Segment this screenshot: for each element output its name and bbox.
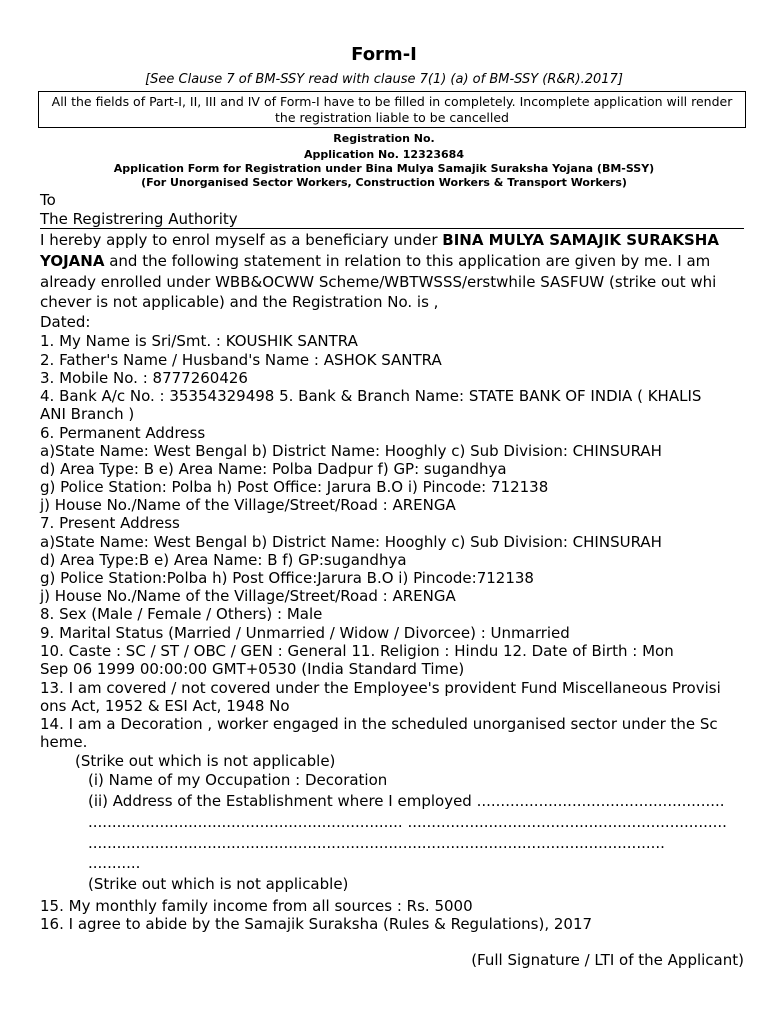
field-worker-line-1: 14. I am a Decoration , worker engaged in the scheduled unorganised sector under the Sc	[40, 715, 718, 733]
field-father-name: 2. Father's Name / Husband's Name : ASHOK SANTRA	[40, 351, 442, 369]
address-to: To	[40, 191, 56, 209]
divider	[40, 228, 744, 229]
declaration-line-3: already enrolled under WBB&OCWW Scheme/WBTWSSS/erstwhile SASFUW (strike out whi	[40, 273, 717, 291]
field-caste-line-1: 10. Caste : SC / ST / OBC / GEN : General 11. Religion : Hindu 12. Date of Birth : Mon	[40, 642, 674, 660]
declaration-line-2	[40, 252, 710, 270]
field-name: 1. My Name is Sri/Smt. : KOUSHIK SANTRA	[40, 332, 358, 350]
notice-line-1: All the fields of Part-I, II, III and IV of Form-I have to be filled in completely. Incomplete application will render	[51, 94, 733, 109]
field-establishment: (ii) Address of the Establishment where I employed ....................................................	[88, 792, 725, 810]
scheme-name: BINA MULYA SAMAJIK SURAKSHA	[442, 231, 719, 249]
dotted-line-3: ...........	[88, 854, 141, 872]
clause-reference: [See Clause 7 of BM-SSY read with clause 7(1) (a) of BM-SSY (R&R).2017]	[145, 72, 623, 87]
permanent-address-g: g) Police Station: Polba h) Post Office: Jarura B.O i) Pincode: 712138	[40, 478, 549, 496]
notice-box	[38, 91, 746, 128]
field-bank-line-2: ANI Branch )	[40, 405, 135, 423]
permanent-address-heading: 6. Permanent Address	[40, 424, 206, 442]
permanent-address-d: d) Area Type: B e) Area Name: Polba Dadpur f) GP: sugandhya	[40, 460, 507, 478]
scheme-name-cont: YOJANA	[40, 252, 105, 270]
present-address-d: d) Area Type:B e) Area Name: B f) GP:sugandhya	[40, 551, 407, 569]
field-income: 15. My monthly family income from all sources : Rs. 5000	[40, 897, 473, 915]
present-address-g: g) Police Station:Polba h) Post Office:Jarura B.O i) Pincode:712138	[40, 569, 534, 587]
declaration-text: and the following statement in relation to this application are given by me. I am	[104, 252, 711, 270]
field-occupation: (i) Name of my Occupation : Decoration	[88, 771, 388, 789]
signature-label: (Full Signature / LTI of the Applicant)	[471, 951, 744, 969]
field-caste-line-2: Sep 06 1999 00:00:00 GMT+0530 (India Standard Time)	[40, 660, 465, 678]
registering-authority: The Registrering Authority	[40, 210, 238, 228]
present-address-heading: 7. Present Address	[40, 514, 180, 532]
field-marital-status: 9. Marital Status (Married / Unmarried / Widow / Divorcee) : Unmarried	[40, 624, 570, 642]
field-sex: 8. Sex (Male / Female / Others) : Male	[40, 605, 323, 623]
application-no: Application No. 12323684	[304, 148, 464, 161]
dated-label: Dated:	[40, 313, 91, 331]
field-worker-line-2: heme.	[40, 733, 88, 751]
dotted-line-1: .................................................................. ...................................................................	[88, 813, 727, 831]
registration-no: Registration No.	[333, 132, 435, 145]
strike-note-2: (Strike out which is not applicable)	[88, 875, 349, 893]
strike-note-1: (Strike out which is not applicable)	[75, 752, 336, 770]
field-pf-line-1: 13. I am covered / not covered under the Employee's provident Fund Miscellaneous Provisi	[40, 679, 721, 697]
present-address-j: j) House No./Name of the Village/Street/Road : ARENGA	[40, 587, 456, 605]
dotted-line-2: .........................................................................................................................	[88, 834, 665, 852]
field-agreement: 16. I agree to abide by the Samajik Suraksha (Rules & Regulations), 2017	[40, 915, 593, 933]
permanent-address-a: a)State Name: West Bengal b) District Name: Hooghly c) Sub Division: CHINSURAH	[40, 442, 662, 460]
field-mobile: 3. Mobile No. : 8777260426	[40, 369, 248, 387]
declaration-line-4: chever is not applicable) and the Registration No. is ,	[40, 293, 439, 311]
permanent-address-j: j) House No./Name of the Village/Street/Road : ARENGA	[40, 496, 456, 514]
present-address-a: a)State Name: West Bengal b) District Name: Hooghly c) Sub Division: CHINSURAH	[40, 533, 662, 551]
application-subtitle: (For Unorganised Sector Workers, Construction Workers & Transport Workers)	[141, 176, 627, 189]
declaration-text: I hereby apply to enrol myself as a beneficiary under	[40, 231, 443, 249]
notice-line-2: the registration liable to be cancelled	[275, 110, 509, 125]
form-title: Form-I	[351, 44, 417, 65]
field-bank-line-1: 4. Bank A/c No. : 35354329498 5. Bank & Branch Name: STATE BANK OF INDIA ( KHALIS	[40, 387, 702, 405]
field-pf-line-2: ons Act, 1952 & ESI Act, 1948 No	[40, 697, 290, 715]
application-title: Application Form for Registration under Bina Mulya Samajik Suraksha Yojana (BM-SSY)	[113, 162, 655, 175]
declaration-line-1	[40, 231, 719, 249]
